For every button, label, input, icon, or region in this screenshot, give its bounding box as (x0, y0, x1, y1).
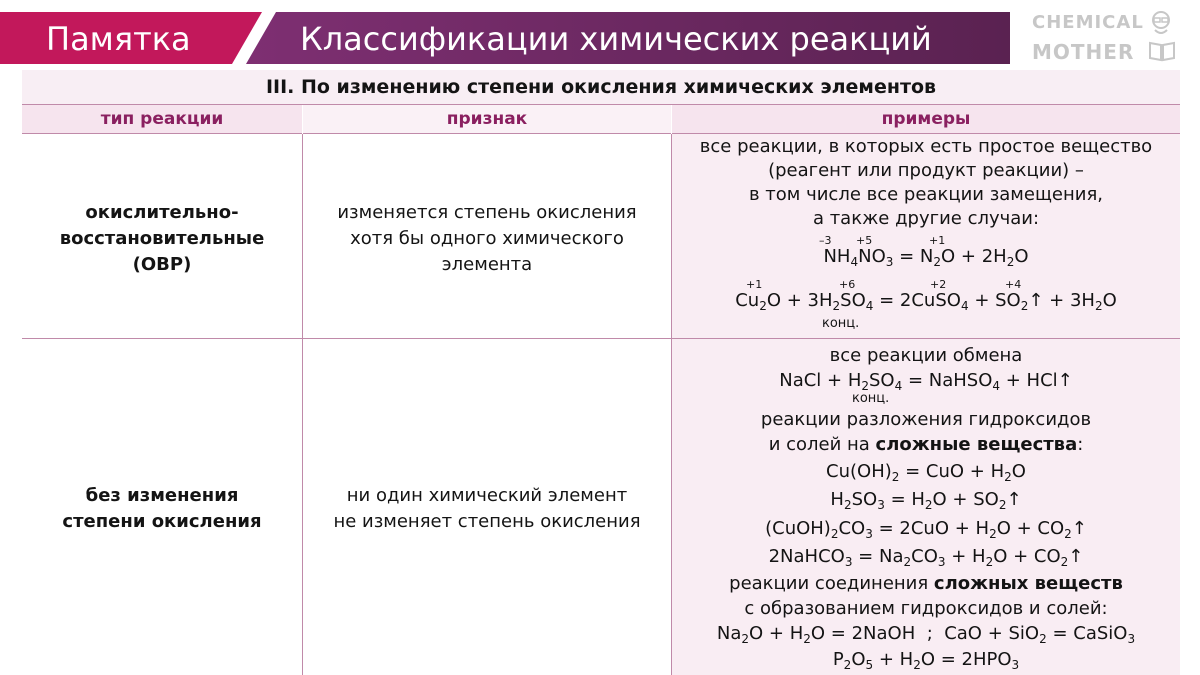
sign-line: хотя бы одного химического (350, 228, 624, 249)
type-line: (ОВР) (132, 254, 192, 275)
column-header-sign: признак (303, 105, 671, 134)
decomposition-title-line2 (672, 434, 1180, 455)
concentrated-label: конц. (822, 316, 860, 331)
type-label-redox (22, 200, 302, 278)
equation-redox-2: $Cu_2O + 3H_2SO_4$ = 2CuSO$_4$ + $SO_2↑ + 3H_2O$ (735, 290, 1117, 313)
equation-decomposition-4: 2NaHCO$_3$ = $Na_2CO_3 + H_2O$ + $CO_2↑$ (768, 546, 1084, 569)
cell-sign-non-redox (303, 339, 672, 675)
equation-redox-1: $NH_4NO_3 = N_2O + 2H_2O$ (823, 246, 1029, 269)
text-fragment: и солей на (768, 434, 876, 455)
cell-examples-non-redox (672, 339, 1180, 675)
sign-line: не изменяет степень окисления (333, 511, 641, 532)
header-left-title: Памятка (46, 20, 191, 58)
column-header-type: тип реакции (22, 105, 302, 134)
column-header-examples: примеры (672, 105, 1180, 134)
cell-examples-redox (672, 134, 1180, 338)
oxidation-state-label: –3 (819, 234, 832, 247)
cell-sign-redox (303, 134, 672, 338)
example-line: (реагент или продукт реакции) – (768, 160, 1084, 181)
text-fragment: реакции соединения (729, 573, 934, 594)
oxidation-state-label: +1 (929, 234, 946, 247)
brand-name-line1: CHEMICAL (1032, 12, 1144, 33)
type-label-non-redox (22, 483, 302, 535)
sign-text-redox (303, 200, 671, 278)
page-title: Классификации химических реакций (300, 20, 932, 58)
oxidation-state-label: +6 (839, 278, 856, 291)
example-line: в том числе все реакции замещения, (748, 184, 1104, 205)
decomposition-title-line1: реакции разложения гидроксидов (760, 409, 1092, 430)
text-fragment: : (1077, 434, 1084, 455)
sign-line: изменяется степень окисления (337, 202, 637, 223)
concentrated-label: конц. (852, 391, 890, 406)
emphasis-text: сложные вещества (875, 434, 1078, 455)
oxidation-state-label: +1 (746, 278, 763, 291)
exchange-reactions-title: все реакции обмена (829, 345, 1023, 366)
cell-type-non-redox (22, 339, 303, 675)
sign-line: элемента (441, 254, 533, 275)
equation-decomposition-3: $(CuOH)_2CO_3 = 2CuO + H_2O$ + $CO_2↑$ (765, 518, 1087, 541)
table-row-non-redox (22, 339, 1180, 675)
example-line: а также другие случаи: (812, 208, 1040, 229)
sign-text-non-redox (303, 483, 671, 535)
cell-type-redox (22, 134, 303, 338)
equation-exchange: NaCl + $H_2SO_4$ = NaHSO$_4$ + HCl↑ (779, 370, 1073, 393)
separator: ; (926, 623, 933, 644)
example-line: все реакции, в которых есть простое вещество (699, 136, 1153, 157)
sign-line: ни один химический элемент (346, 485, 628, 506)
open-book-icon (1148, 40, 1176, 62)
equation-decomposition-1: $Cu(OH)_2$ = CuO + $H_2O$ (826, 461, 1026, 484)
table-row-redox (22, 134, 1180, 339)
brand-logo (1032, 8, 1192, 68)
type-line: окислительно- (85, 202, 239, 223)
equation-combination-1: $Na_2O + H_2O$ = 2NaOH ; CaO + SiO$_2$ = CaSiO$_3$ (716, 623, 1136, 646)
type-line: восстановительные (59, 228, 265, 249)
equation-combination-2: $P_2O_5 + H_2O = 2HPO_3$ (832, 649, 1020, 672)
oxidation-state-label: +5 (856, 234, 873, 247)
scientist-face-icon (1150, 10, 1172, 36)
equation-decomposition-2: $H_2SO_3 = H_2O$ + $SO_2↑$ (830, 489, 1022, 512)
combination-title-line2: с образованием гидроксидов и солей: (744, 598, 1108, 619)
oxidation-state-label: +4 (1005, 278, 1022, 291)
oxidation-state-label: +2 (930, 278, 947, 291)
type-line: степени окисления (62, 511, 262, 532)
type-line: без изменения (85, 485, 239, 506)
emphasis-text: сложных веществ (933, 573, 1123, 594)
brand-name-line2: MOTHER (1032, 40, 1135, 64)
section-title: III. По изменению степени окисления химических элементов (22, 70, 1180, 105)
combination-title-line1 (672, 573, 1180, 594)
